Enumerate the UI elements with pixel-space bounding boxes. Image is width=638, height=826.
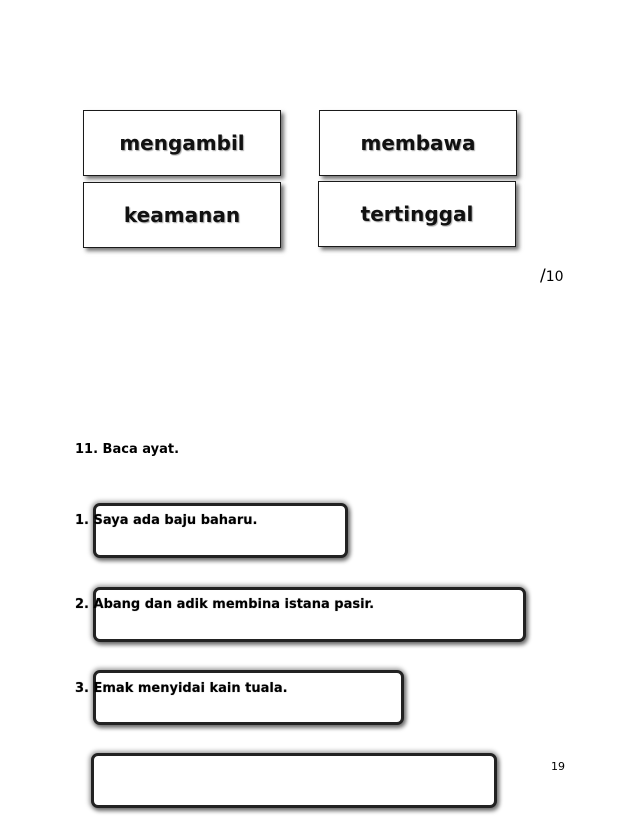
answer-box-3[interactable] <box>93 670 404 725</box>
word-card-membawa <box>319 110 517 176</box>
word-card-label: keamanan <box>123 203 241 227</box>
page-number: 19 <box>551 760 565 773</box>
word-card-mengambil <box>83 110 281 176</box>
sentence-1: 1. Saya ada baju baharu. <box>75 513 258 528</box>
answer-box-2[interactable] <box>93 587 526 642</box>
answer-box-1[interactable] <box>93 503 348 558</box>
sentence-2: 2. Abang dan adik membina istana pasir. <box>75 597 375 612</box>
word-card-keamanan <box>83 182 281 248</box>
answer-box-4[interactable] <box>91 753 497 808</box>
word-card-label: membawa <box>360 131 476 155</box>
score-slash: / <box>540 266 546 286</box>
score-value: 10 <box>545 269 564 285</box>
sentence-3: 3. Emak menyidai kain tuala. <box>75 681 288 696</box>
score-total <box>540 266 564 286</box>
word-card-tertinggal <box>318 181 516 247</box>
word-card-label: mengambil <box>119 131 245 155</box>
word-card-label: tertinggal <box>360 202 474 226</box>
question-title: 11. Baca ayat. <box>75 442 180 457</box>
